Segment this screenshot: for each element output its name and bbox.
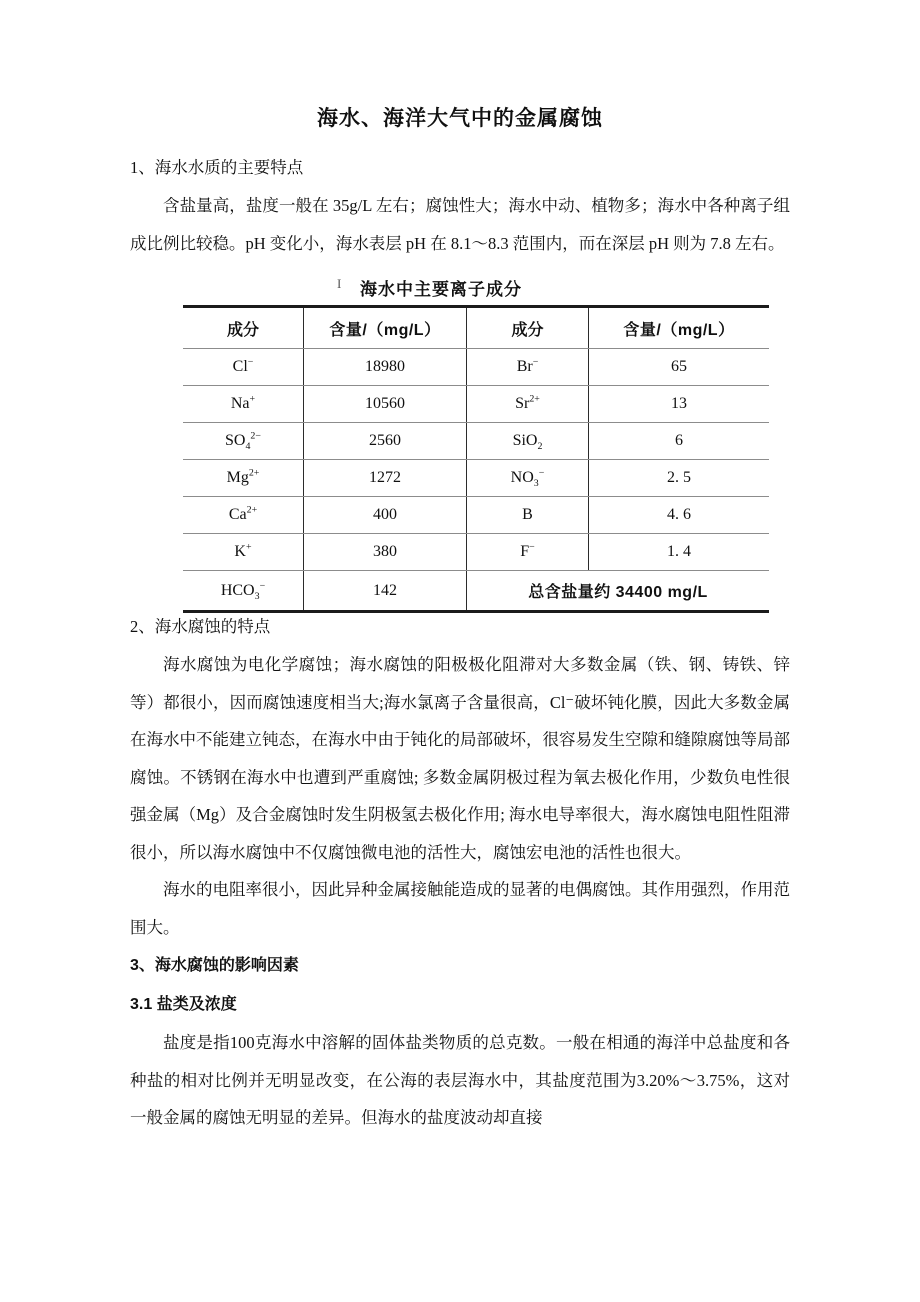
table-row — [183, 349, 769, 386]
table-row — [183, 386, 769, 423]
table-row — [183, 534, 769, 571]
cell-value-right: 1. 4 — [589, 534, 770, 571]
cell-ion-left: Na+ — [183, 386, 304, 423]
table-header-cell-content-left: 含量/（mg/L） — [304, 307, 467, 349]
section-heading-2: 2、海水腐蚀的特点 — [130, 617, 271, 637]
section-paragraph-3-1: 盐度是指100克海水中溶解的固体盐类物质的总克数。一般在相通的海洋中总盐度和各种盐的相对比例并无明显改变，在公海的表层海水中，其盐度范围为3.20%～3.75%，这对一般金属的腐蚀无明显的差异。但海水的盐度波动却直接 — [130, 1033, 790, 1128]
section-paragraph-2b: 海水的电阻率很小，因此异种金属接触能造成的显著的电偶腐蚀。其作用强烈，作用范围大。 — [130, 880, 790, 937]
cell-ion-right: $Sr^{2+}$ — [467, 386, 589, 423]
section-heading-3: 3、海水腐蚀的影响因素 — [130, 957, 299, 975]
cell-ion-left: $SO_4^{2-}$ — [183, 423, 304, 460]
cell-ion-left: $Mg^{2+}$ — [183, 460, 304, 497]
cell-ion-left: $Ca^{2+}$ — [183, 497, 304, 534]
table-row-total — [183, 571, 769, 612]
table-header-cell-component-left: 成分 — [183, 307, 304, 349]
cell-value-right: 13 — [589, 386, 770, 423]
table-header-cell-component-right: 成分 — [467, 307, 589, 349]
cell-value-right: 6 — [589, 423, 770, 460]
document-content — [130, 104, 790, 1137]
cell-ion-right: B — [467, 497, 589, 534]
cell-ion-left: $HCO_3^-$ — [183, 571, 304, 612]
table-caption: 海水中主要离子成分 — [360, 280, 522, 300]
cell-value-left: 142 — [304, 571, 467, 612]
section-heading-1: 1、海水水质的主要特点 — [130, 158, 304, 178]
cell-total-salinity: 总含盐量约 34400 mg/L — [467, 571, 770, 612]
cell-value-left: 400 — [304, 497, 467, 534]
section-paragraph-1: 含盐量高，盐度一般在 35g/L 左右；腐蚀性大；海水中动、植物多；海水中各种离子组成比例比较稳。pH 变化小，海水表层 pH 在 8.1～8.3 范围内，而在深层 pH 则为 7.8 左右。 — [130, 196, 790, 253]
scan-artifact-icon: I — [337, 276, 341, 292]
ion-composition-table-block — [130, 272, 790, 602]
section-paragraph-2a: 海水腐蚀为电化学腐蚀；海水腐蚀的阳极极化阻滞对大多数金属（铁、钢、铸铁、锌等）都很小，因而腐蚀速度相当大;海水氯离子含量很高，Cl⁻破坏钝化膜，因此大多数金属在海水中不能建立钝态，在海水中由于钝化的局部破坏，很容易发生空隙和缝隙腐蚀等局部腐蚀。不锈钢在海水中也遭到严重腐蚀; 多数金属阴极过程为氧去极化作用，少数负电性很强金属（Mg）及合金腐蚀时发生阴极氢去极化作用; 海水电导率很大，海水腐蚀电阻性阻滞很小，所以海水腐蚀中不仅腐蚀微电池的活性大，腐蚀宏电池的活性也很大。 — [130, 655, 790, 862]
cell-value-left: 10560 — [304, 386, 467, 423]
cell-ion-right: Br− — [467, 349, 589, 386]
cell-ion-left: K+ — [183, 534, 304, 571]
cell-ion-right: $NO_3^-$ — [467, 460, 589, 497]
cell-value-left: 1272 — [304, 460, 467, 497]
table-header-row — [183, 307, 769, 349]
table-row — [183, 497, 769, 534]
section-heading-3-1: 3.1 盐类及浓度 — [130, 996, 237, 1014]
cell-ion-right: SiO$_2$ — [467, 423, 589, 460]
cell-ion-left: Cl− — [183, 349, 304, 386]
ion-composition-table — [183, 305, 769, 613]
cell-value-left: 18980 — [304, 349, 467, 386]
cell-value-left: 380 — [304, 534, 467, 571]
cell-value-left: 2560 — [304, 423, 467, 460]
cell-value-right: 4. 6 — [589, 497, 770, 534]
cell-value-right: 2. 5 — [589, 460, 770, 497]
table-row — [183, 423, 769, 460]
cell-value-right: 65 — [589, 349, 770, 386]
cell-ion-right: F− — [467, 534, 589, 571]
page-title: 海水、海洋大气中的金属腐蚀 — [317, 106, 603, 130]
table-header-cell-content-right: 含量/（mg/L） — [589, 307, 770, 349]
table-row — [183, 460, 769, 497]
